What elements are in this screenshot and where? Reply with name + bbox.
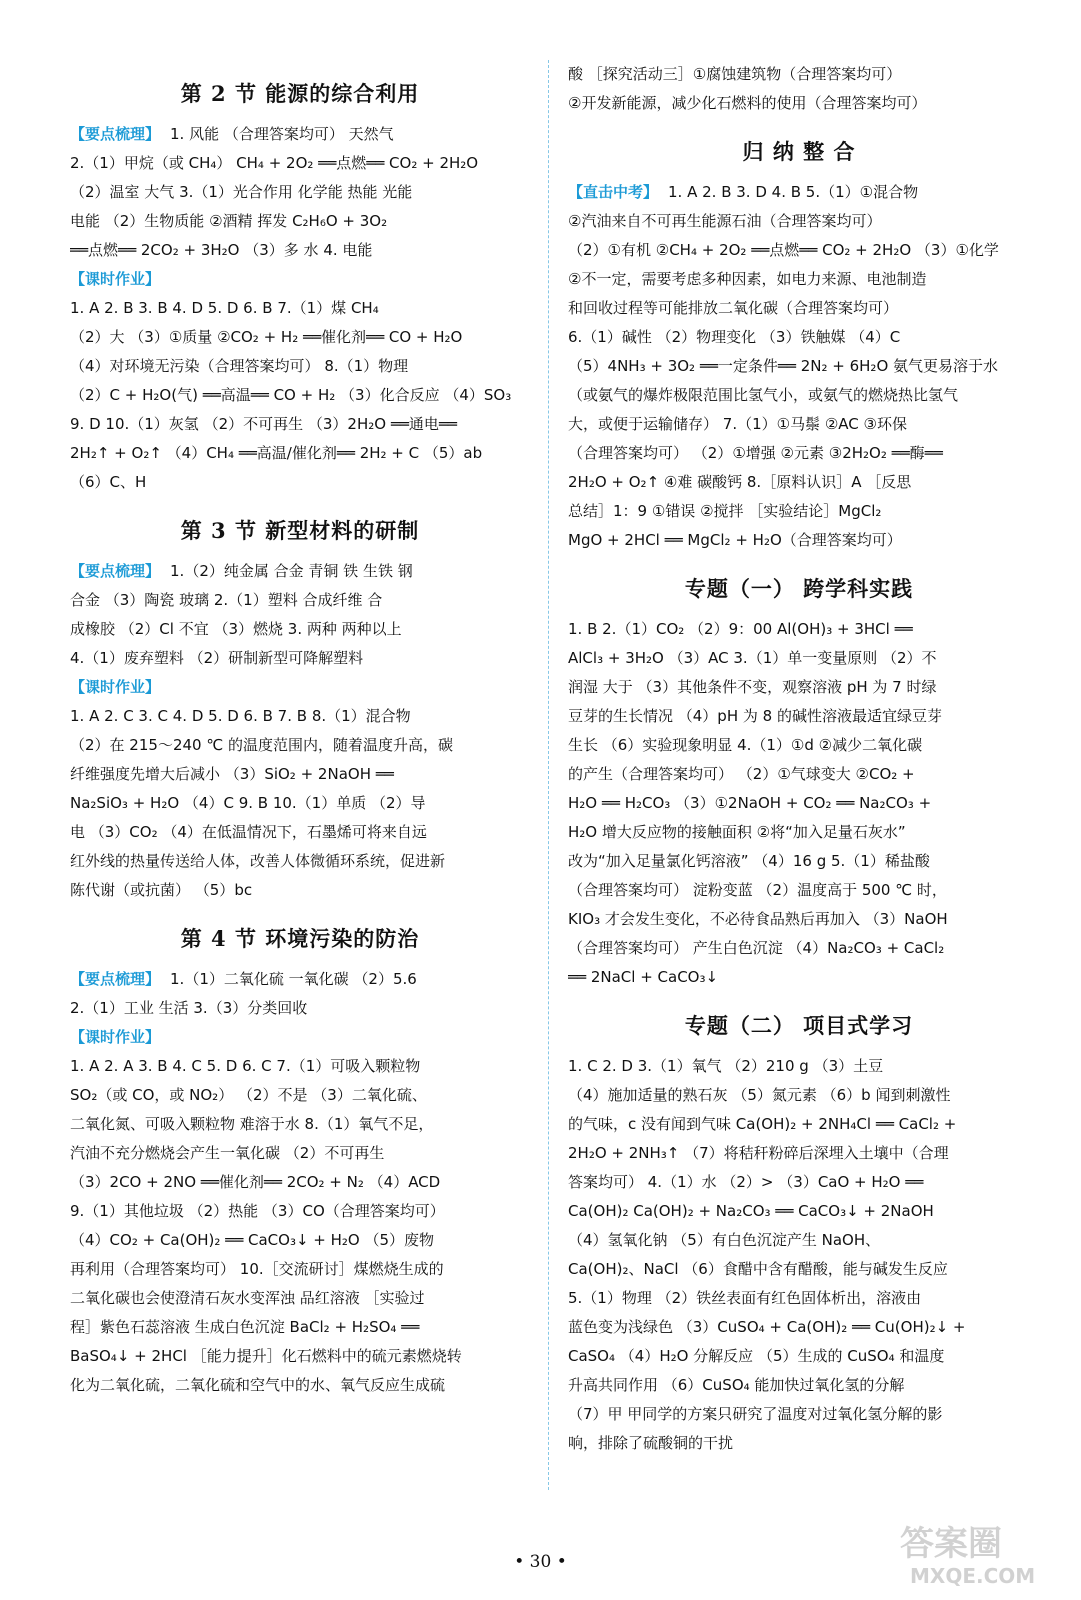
answer-text: AlCl₃ + 3H₂O （3）AC 3.（1）单一变量原则 （2）不 bbox=[568, 649, 937, 667]
answer-line bbox=[568, 1284, 1030, 1313]
page-number: • 30 • bbox=[514, 1552, 567, 1572]
answer-text: 生长 （6）实验现象明显 4.（1）①d ②减少二氧化碳 bbox=[568, 736, 923, 754]
answer-line bbox=[568, 1400, 1030, 1429]
answer-line bbox=[568, 673, 1030, 702]
answer-text: （4）CO₂ + Ca(OH)₂ ══ CaCO₃↓ + H₂O （5）废物 bbox=[70, 1231, 435, 1249]
answer-text: 2H₂O + 2NH₃↑ （7）将秸秆粉碎后深埋入土壤中（合理 bbox=[568, 1144, 949, 1162]
answer-text: 1.（2）纯金属 合金 青铜 铁 生铁 钢 bbox=[170, 562, 413, 580]
answer-line bbox=[568, 207, 1030, 236]
answer-text: （2）①有机 ②CH₄ + 2O₂ ══点燃══ CO₂ + 2H₂O （3）①化学 bbox=[568, 241, 999, 259]
answer-text: 答案均可） 4.（1）水 （2）> （3）CaO + H₂O ══ bbox=[568, 1173, 924, 1191]
answer-text: 6.（1）碱性 （2）物理变化 （3）铁触媒 （4）C bbox=[568, 328, 901, 346]
column-divider bbox=[548, 60, 549, 1490]
answer-line bbox=[70, 1139, 530, 1168]
answer-line bbox=[70, 1226, 530, 1255]
answer-line bbox=[568, 410, 1030, 439]
section-tag: 【直击中考】 bbox=[568, 183, 659, 201]
answer-text: （2）C + H₂O(气) ══高温══ CO + H₂ （3）化合反应 （4）SO₃ bbox=[70, 386, 512, 404]
answer-line bbox=[70, 615, 530, 644]
answer-line bbox=[568, 1110, 1030, 1139]
left-column bbox=[70, 60, 530, 1400]
answer-line bbox=[568, 934, 1030, 963]
answer-text: 2H₂↑ + O₂↑ （4）CH₄ ══高温/催化剂══ 2H₂ + C （5）ab bbox=[70, 444, 483, 462]
answer-text: 二氧化氮、可吸入颗粒物 难溶于水 8.（1）氧气不足， bbox=[70, 1115, 434, 1133]
answer-line bbox=[70, 468, 530, 497]
answer-text: 电能 （2）生物质能 ②酒精 挥发 C₂H₆O + 3O₂ bbox=[70, 212, 388, 230]
section-title: 专题（一） 跨学科实践 bbox=[684, 576, 914, 601]
answer-line bbox=[70, 847, 530, 876]
answer-line bbox=[70, 760, 530, 789]
answer-line bbox=[70, 1197, 530, 1226]
answer-text: 2.（1）甲烷（或 CH₄） CH₄ + 2O₂ ══点燃══ CO₂ + 2H₂O bbox=[70, 154, 479, 172]
answer-text: （4）对环境无污染（合理答案均可） 8.（1）物理 bbox=[70, 357, 409, 375]
answer-line bbox=[568, 847, 1030, 876]
answer-text: 1. C 2. D 3.（1）氧气 （2）210 g （3）土豆 bbox=[568, 1057, 884, 1075]
answer-text: ②不一定，需要考虑多种因素，如电力来源、电池制造 bbox=[568, 270, 927, 288]
answer-line bbox=[568, 89, 1030, 118]
answer-line bbox=[70, 236, 530, 265]
answer-text: 9.（1）其他垃圾 （2）热能 （3）CO（合理答案均可） bbox=[70, 1202, 445, 1220]
answer-line bbox=[70, 586, 530, 615]
answer-line bbox=[568, 323, 1030, 352]
answer-text: （5）4NH₃ + 3O₂ ══一定条件══ 2N₂ + 6H₂O 氨气更易溶于水 bbox=[568, 357, 999, 375]
answer-text: （3）2CO + 2NO ══催化剂══ 2CO₂ + N₂ （4）ACD bbox=[70, 1173, 441, 1191]
answer-text: 成橡胶 （2）Cl 不宜 （3）燃烧 3. 两种 两种以上 bbox=[70, 620, 402, 638]
answer-line bbox=[568, 468, 1030, 497]
answer-text: H₂O 增大反应物的接触面积 ②将“加入足量石灰水” bbox=[568, 823, 906, 841]
answer-text: 合金 （3）陶瓷 玻璃 2.（1）塑料 合成纤维 合 bbox=[70, 591, 383, 609]
answer-text: KIO₃ 才会发生变化，不必待食品熟后再加入 （3）NaOH bbox=[568, 910, 948, 928]
answer-line bbox=[568, 1139, 1030, 1168]
answer-line bbox=[568, 760, 1030, 789]
answer-line bbox=[70, 294, 530, 323]
answer-line bbox=[70, 731, 530, 760]
answer-text: （2）大 （3）①质量 ②CO₂ + H₂ ══催化剂══ CO + H₂O bbox=[70, 328, 463, 346]
answer-line bbox=[568, 178, 1030, 207]
answer-text: 电 （3）CO₂ （4）在低温情况下，石墨烯可将来自远 bbox=[70, 823, 427, 841]
answer-line bbox=[70, 818, 530, 847]
answer-line bbox=[70, 1052, 530, 1081]
watermark-logo bbox=[890, 1515, 1065, 1590]
answer-text: 汽油不充分燃烧会产生一氧化碳 （2）不可再生 bbox=[70, 1144, 385, 1162]
answer-text: （6）C、H bbox=[70, 473, 147, 491]
answer-line bbox=[568, 963, 1030, 992]
watermark-text-top: 答案圈 bbox=[900, 1524, 1002, 1564]
answer-line bbox=[70, 1023, 530, 1052]
answer-line bbox=[70, 1255, 530, 1284]
answer-line bbox=[70, 265, 530, 294]
answer-text: Ca(OH)₂、NaCl （6）食醋中含有醋酸，能与碱发生反应 bbox=[568, 1260, 948, 1278]
answer-line bbox=[70, 1110, 530, 1139]
answer-line bbox=[568, 644, 1030, 673]
answer-line bbox=[568, 294, 1030, 323]
answer-text: 和回收过程等可能排放二氧化碳（合理答案均可） bbox=[568, 299, 899, 317]
answer-text: MgO + 2HCl ══ MgCl₂ + H₂O（合理答案均可） bbox=[568, 531, 902, 549]
answer-text: 改为“加入足量氯化钙溶液” （4）16 g 5.（1）稀盐酸 bbox=[568, 852, 930, 870]
section-title: 第 3 节 新型材料的研制 bbox=[180, 518, 420, 543]
answer-line bbox=[568, 905, 1030, 934]
answer-text: 大，或便于运输储存） 7.（1）①马鬃 ②AC ③环保 bbox=[568, 415, 907, 433]
answer-line bbox=[568, 1342, 1030, 1371]
section-title: 专题（二） 项目式学习 bbox=[684, 1013, 914, 1038]
section-title: 第 2 节 能源的综合利用 bbox=[180, 81, 420, 106]
answer-line bbox=[568, 497, 1030, 526]
answer-line bbox=[70, 323, 530, 352]
answer-line bbox=[70, 673, 530, 702]
answer-text: 程］紫色石蕊溶液 生成白色沉淀 BaCl₂ + H₂SO₄ ══ bbox=[70, 1318, 420, 1336]
section-tag: 【要点梳理】 bbox=[70, 562, 161, 580]
answer-line bbox=[568, 1052, 1030, 1081]
answer-line bbox=[568, 1255, 1030, 1284]
answer-text: 豆芽的生长情况 （4）pH 为 8 的碱性溶液最适宜绿豆芽 bbox=[568, 707, 942, 725]
answer-line bbox=[568, 1197, 1030, 1226]
answer-text: 化为二氧化硫，二氧化硫和空气中的水、氧气反应生成硫 bbox=[70, 1376, 446, 1394]
answer-text: 的气味，c 没有闻到气味 Ca(OH)₂ + 2NH₄Cl ══ CaCl₂ + bbox=[568, 1115, 957, 1133]
answer-text: 响，排除了硫酸铜的干扰 bbox=[568, 1434, 734, 1452]
answer-text: （4）施加适量的熟石灰 （5）氮元素 （6）b 闻到刺激性 bbox=[568, 1086, 951, 1104]
answer-line bbox=[70, 120, 530, 149]
right-column bbox=[568, 60, 1030, 1458]
answer-line bbox=[70, 410, 530, 439]
answer-line bbox=[70, 702, 530, 731]
answer-line bbox=[568, 818, 1030, 847]
answer-text: （合理答案均可） 产生白色沉淀 （4）Na₂CO₃ + CaCl₂ bbox=[568, 939, 945, 957]
answer-line bbox=[568, 1371, 1030, 1400]
answer-line bbox=[568, 1429, 1030, 1458]
answer-text: （7）甲 甲同学的方案只研究了温度对过氧化氢分解的影 bbox=[568, 1405, 943, 1423]
answer-text: ══点燃══ 2CO₂ + 3H₂O （3）多 水 4. 电能 bbox=[70, 241, 373, 259]
answer-text: 1. A 2. B 3. B 4. D 5. D 6. B 7.（1）煤 CH₄ bbox=[70, 299, 379, 317]
answer-text: （4）氢氧化钠 （5）有白色沉淀产生 NaOH、 bbox=[568, 1231, 881, 1249]
answer-text: ══ 2NaCl + CaCO₃↓ bbox=[568, 968, 719, 986]
answer-text: H₂O ══ H₂CO₃ （3）①2NaOH + CO₂ ══ Na₂CO₃ + bbox=[568, 794, 932, 812]
answer-line bbox=[568, 876, 1030, 905]
answer-text: （2）在 215～240 ℃ 的温度范围内，随着温度升高，碳 bbox=[70, 736, 453, 754]
answer-line bbox=[70, 381, 530, 410]
answer-line bbox=[70, 789, 530, 818]
answer-line bbox=[70, 876, 530, 905]
answer-line bbox=[70, 557, 530, 586]
answer-text: 9. D 10.（1）灰氢 （2）不可再生 （3）2H₂O ══通电══ bbox=[70, 415, 457, 433]
section-tag: 【课时作业】 bbox=[70, 270, 161, 288]
answer-text: ②汽油来自不可再生能源石油（合理答案均可） bbox=[568, 212, 882, 230]
answer-line bbox=[568, 526, 1030, 555]
answer-text: 1. A 2. A 3. B 4. C 5. D 6. C 7.（1）可吸入颗粒物 bbox=[70, 1057, 421, 1075]
section-tag: 【课时作业】 bbox=[70, 1028, 161, 1046]
answer-text: 再利用（合理答案均可） 10.［交流研讨］煤燃烧生成的 bbox=[70, 1260, 444, 1278]
answer-line bbox=[70, 178, 530, 207]
answer-text: 1.（1）二氧化硫 一氧化碳 （2）5.6 bbox=[170, 970, 417, 988]
answer-text: 陈代谢（或抗菌） （5）bc bbox=[70, 881, 253, 899]
section-tag: 【要点梳理】 bbox=[70, 970, 161, 988]
answer-line bbox=[70, 439, 530, 468]
answer-line bbox=[70, 1284, 530, 1313]
answer-line bbox=[70, 149, 530, 178]
answer-text: SO₂（或 CO，或 NO₂） （2）不是 （3）二氧化硫、 bbox=[70, 1086, 427, 1104]
answer-line bbox=[568, 265, 1030, 294]
answer-text: BaSO₄↓ + 2HCl ［能力提升］化石燃料中的硫元素燃烧转 bbox=[70, 1347, 462, 1365]
answer-text: 1. B 2.（1）CO₂ （2）9：00 Al(OH)₃ + 3HCl ══ bbox=[568, 620, 913, 638]
answer-line bbox=[568, 1168, 1030, 1197]
answer-text: （合理答案均可） （2）①增强 ②元素 ③2H₂O₂ ══酶══ bbox=[568, 444, 943, 462]
answer-text: 升高共同作用 （6）CuSO₄ 能加快过氧化氢的分解 bbox=[568, 1376, 905, 1394]
answer-line bbox=[70, 1342, 530, 1371]
answer-text: 纤维强度先增大后减小 （3）SiO₂ + 2NaOH ══ bbox=[70, 765, 394, 783]
answer-line bbox=[70, 1168, 530, 1197]
section-title: 第 4 节 环境污染的防治 bbox=[180, 926, 420, 951]
watermark-text-bottom: MXQE.COM bbox=[910, 1564, 1036, 1588]
answer-text: 润湿 大于 （3）其他条件不变，观察溶液 pH 为 7 时绿 bbox=[568, 678, 937, 696]
answer-text: Na₂SiO₃ + H₂O （4）C 9. B 10.（1）单质 （2）导 bbox=[70, 794, 426, 812]
answer-text: CaSO₄ （4）H₂O 分解反应 （5）生成的 CuSO₄ 和温度 bbox=[568, 1347, 945, 1365]
answer-text: 红外线的热量传送给人体，改善人体微循环系统，促进新 bbox=[70, 852, 446, 870]
answer-line bbox=[70, 1081, 530, 1110]
section-tag: 【要点梳理】 bbox=[70, 125, 161, 143]
answer-line bbox=[568, 615, 1030, 644]
answer-line bbox=[568, 60, 1030, 89]
answer-text: 1. A 2. B 3. D 4. B 5.（1）①混合物 bbox=[668, 183, 919, 201]
answer-text: Ca(OH)₂ Ca(OH)₂ + Na₂CO₃ ══ CaCO₃↓ + 2NaOH bbox=[568, 1202, 934, 1220]
answer-text: 酸 ［探究活动三］①腐蚀建筑物（合理答案均可） bbox=[568, 65, 902, 83]
answer-line bbox=[568, 352, 1030, 381]
answer-line bbox=[568, 731, 1030, 760]
answer-text: 2.（1）工业 生活 3.（3）分类回收 bbox=[70, 999, 308, 1017]
answer-text: （2）温室 大气 3.（1）光合作用 化学能 热能 光能 bbox=[70, 183, 413, 201]
answer-line bbox=[568, 439, 1030, 468]
answer-line bbox=[568, 702, 1030, 731]
section-title: 归 纳 整 合 bbox=[742, 139, 856, 164]
answer-line bbox=[568, 236, 1030, 265]
answer-text: 的产生（合理答案均可） （2）①气球变大 ②CO₂ + bbox=[568, 765, 915, 783]
answer-text: 二氧化碳也会使澄清石灰水变浑浊 品红溶液 ［实验过 bbox=[70, 1289, 425, 1307]
answer-text: 1. A 2. C 3. C 4. D 5. D 6. B 7. B 8.（1）混合物 bbox=[70, 707, 411, 725]
answer-text: 5.（1）物理 （2）铁丝表面有红色固体析出，溶液由 bbox=[568, 1289, 922, 1307]
answer-line bbox=[70, 965, 530, 994]
answer-text: （或氨气的爆炸极限范围比氢气小，或氨气的燃烧热比氢气 bbox=[568, 386, 959, 404]
answer-line bbox=[70, 994, 530, 1023]
answer-line bbox=[70, 207, 530, 236]
answer-line bbox=[568, 1081, 1030, 1110]
answer-text: 蓝色变为浅绿色 （3）CuSO₄ + Ca(OH)₂ ══ Cu(OH)₂↓ + bbox=[568, 1318, 966, 1336]
answer-text: 总结］1：9 ①错误 ②搅拌 ［实验结论］MgCl₂ bbox=[568, 502, 882, 520]
answer-text: （合理答案均可） 淀粉变蓝 （2）温度高于 500 ℃ 时， bbox=[568, 881, 947, 899]
answer-line bbox=[70, 644, 530, 673]
answer-line bbox=[70, 352, 530, 381]
answer-line bbox=[70, 1313, 530, 1342]
answer-text: 2H₂O + O₂↑ ④难 碳酸钙 8.［原料认识］A ［反思 bbox=[568, 473, 912, 491]
answer-text: ②开发新能源，减少化石燃料的使用（合理答案均可） bbox=[568, 94, 927, 112]
section-tag: 【课时作业】 bbox=[70, 678, 161, 696]
answer-line bbox=[568, 381, 1030, 410]
answer-line bbox=[568, 1313, 1030, 1342]
answer-line bbox=[568, 1226, 1030, 1255]
answer-line bbox=[70, 1371, 530, 1400]
answer-line bbox=[568, 789, 1030, 818]
answer-text: 4.（1）废弃塑料 （2）研制新型可降解塑料 bbox=[70, 649, 364, 667]
answer-text: 1. 风能 （合理答案均可） 天然气 bbox=[170, 125, 394, 143]
